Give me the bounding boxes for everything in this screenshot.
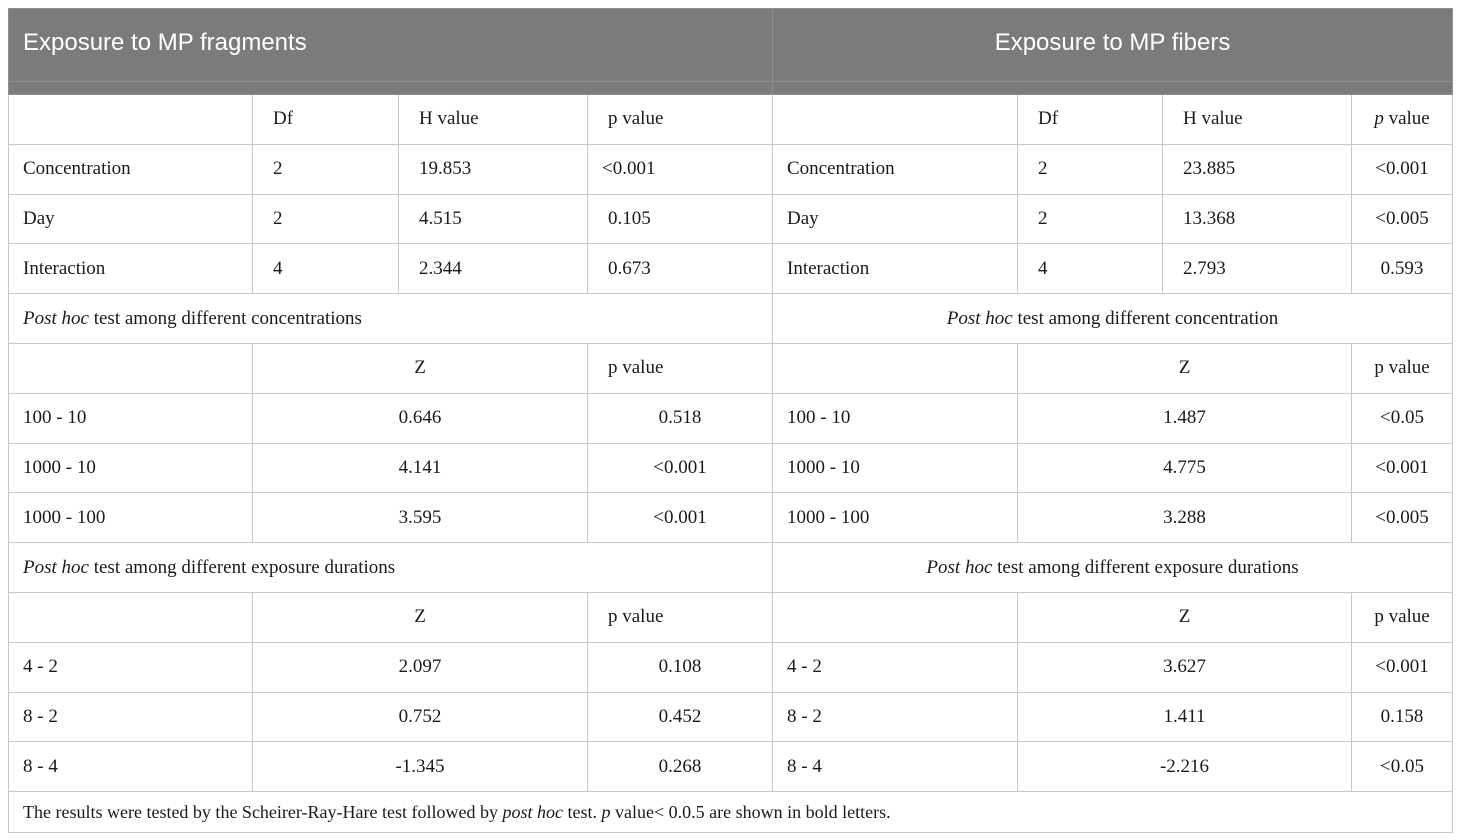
fragments-header: Exposure to MP fragments (9, 9, 773, 82)
table-row: 8 - 4 -1.345 0.268 8 - 4 -2.216 <0.05 (9, 742, 1453, 792)
col-z: Z (1018, 343, 1352, 393)
col-p-value: p value (1352, 343, 1453, 393)
col-z: Z (253, 592, 588, 642)
table-row: 100 - 10 0.646 0.518 100 - 10 1.487 <0.05 (9, 393, 1453, 443)
fibers-header: Exposure to MP fibers (773, 9, 1453, 82)
col-h-value: H value (399, 95, 588, 145)
table-row: Day 2 4.515 0.105 Day 2 13.368 <0.005 (9, 194, 1453, 244)
col-df: Df (253, 95, 399, 145)
section-title: Post hoc test among different concentration (773, 294, 1453, 344)
results-table (8, 8, 1453, 833)
col-df: Df (1018, 95, 1163, 145)
table-row: 1000 - 100 3.595 <0.001 1000 - 100 3.288 <0.005 (9, 493, 1453, 543)
table-row: Concentration 2 19.853 <0.001 Concentration 2 23.885 <0.001 (9, 144, 1453, 194)
column-header-row (9, 95, 1453, 145)
column-header-row (9, 343, 1453, 393)
col-p-value: p value (1352, 95, 1453, 145)
section-title: Post hoc test among different exposure durations (773, 543, 1453, 593)
section-title-row (9, 543, 1453, 593)
table-row: 1000 - 10 4.141 <0.001 1000 - 10 4.775 <0.001 (9, 443, 1453, 493)
col-h-value: H value (1163, 95, 1352, 145)
section-title: Post hoc test among different exposure durations (9, 543, 773, 593)
column-header-row (9, 592, 1453, 642)
col-p-value: p value (588, 592, 773, 642)
section-title-row (9, 294, 1453, 344)
col-z: Z (1018, 592, 1352, 642)
table-row: 8 - 2 0.752 0.452 8 - 2 1.411 0.158 (9, 692, 1453, 742)
footnote-row (9, 792, 1453, 833)
header-band (9, 82, 1453, 95)
section-title: Post hoc test among different concentrations (9, 294, 773, 344)
col-z: Z (253, 343, 588, 393)
table-row: Interaction 4 2.344 0.673 Interaction 4 2.793 0.593 (9, 244, 1453, 294)
table-header-row (9, 9, 1453, 82)
col-p-value: p value (588, 343, 773, 393)
col-p-value: p value (588, 95, 773, 145)
col-p-value: p value (1352, 592, 1453, 642)
footnote: The results were tested by the Scheirer-Ray-Hare test followed by post hoc test. p value< 0.0.5 are shown in bold letters. (9, 792, 1453, 833)
table-row: 4 - 2 2.097 0.108 4 - 2 3.627 <0.001 (9, 642, 1453, 692)
